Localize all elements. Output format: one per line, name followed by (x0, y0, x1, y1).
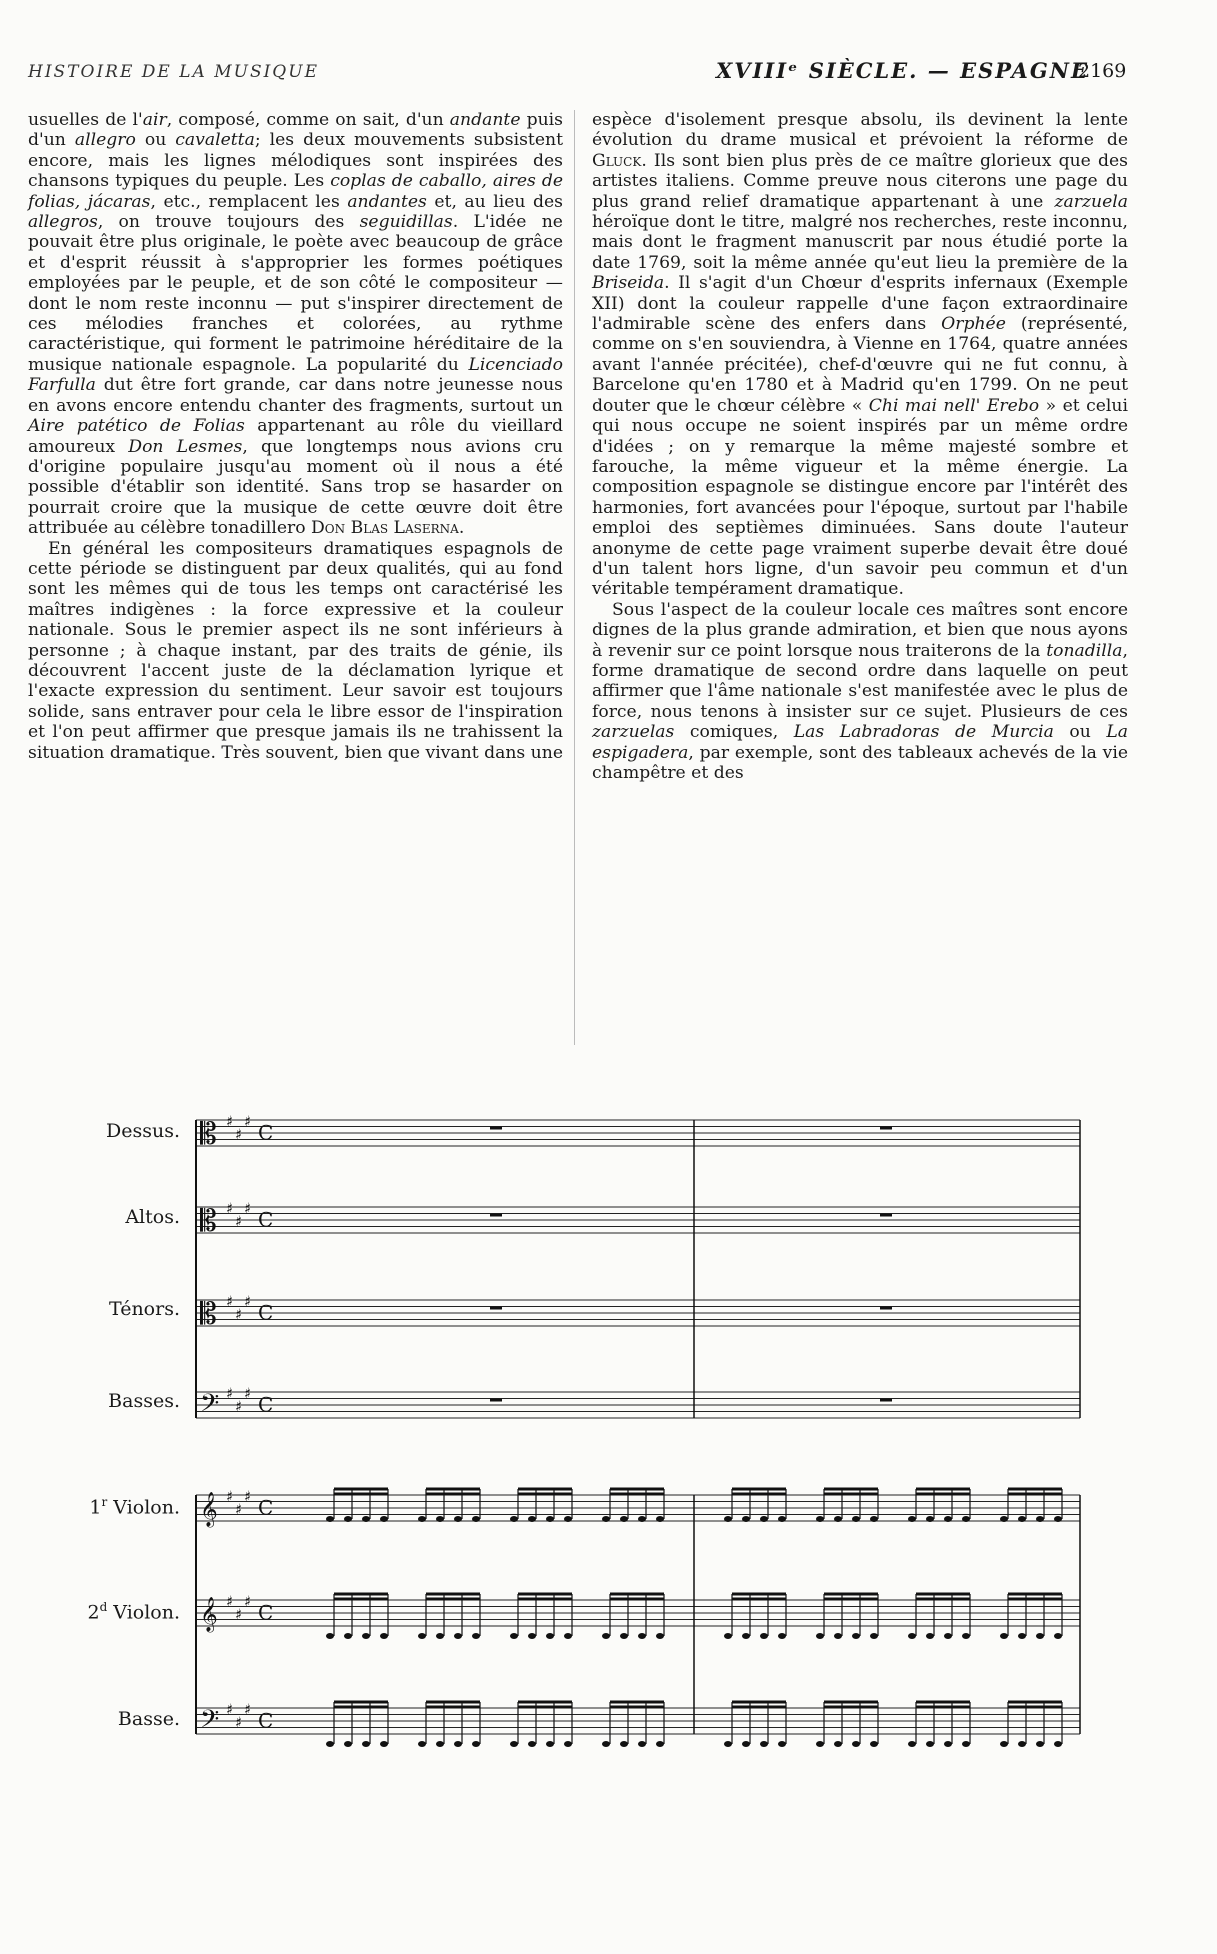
running-header (28, 58, 1128, 88)
note-head (362, 1516, 370, 1522)
time-signature: C (258, 1300, 274, 1325)
note-head (326, 1516, 334, 1522)
note-head (380, 1516, 388, 1522)
note-head (564, 1633, 572, 1639)
note-head (510, 1633, 518, 1639)
note-head (362, 1741, 370, 1747)
note-head (1018, 1516, 1026, 1522)
sharp-sign: ♯ (226, 1592, 234, 1611)
sharp-sign: ♯ (235, 1212, 243, 1231)
note-head (778, 1633, 786, 1639)
note-head (510, 1516, 518, 1522)
note-head (602, 1741, 610, 1747)
note-head (418, 1633, 426, 1639)
rest-mark (880, 1214, 892, 1217)
note-head (344, 1741, 352, 1747)
right-column (592, 110, 1128, 783)
clef: 𝄡 (200, 1297, 217, 1332)
note-head (472, 1633, 480, 1639)
note-head (852, 1516, 860, 1522)
part-label-violon-2: 2$^d$ Violon. (87, 1600, 180, 1624)
clef: 𝄡 (200, 1204, 217, 1239)
note-head (546, 1516, 554, 1522)
note-head (908, 1516, 916, 1522)
note-head (656, 1516, 664, 1522)
note-head (1018, 1633, 1026, 1639)
note-head (1054, 1633, 1062, 1639)
note-head (602, 1633, 610, 1639)
note-head (834, 1741, 842, 1747)
sharp-sign: ♯ (226, 1700, 234, 1719)
note-head (656, 1741, 664, 1747)
clef: 𝄞 (200, 1597, 218, 1632)
note-head (638, 1741, 646, 1747)
right-paragraph-2: Sous l'aspect de la couleur locale ces maîtres sont encore dignes de la plus grande admiration, et bien que nous ayons à revenir sur ce point lorsque nous traiterons de la tonadilla, forme dramatique de second ordre dans laquelle on peut affirmer que l'âme nationale s'est manifestée avec le plus de force, nous tenons à insister sur ce sujet. Plusieurs de ces zarzuelas comiques, Las Labradoras de Murcia ou La espigadera, par exemple, sont des tableaux achevés de la vie champêtre et des (592, 599, 1128, 783)
note-head (528, 1741, 536, 1747)
clef: 𝄞 (200, 1492, 218, 1527)
note-head (380, 1741, 388, 1747)
note-head (1000, 1741, 1008, 1747)
note-head (620, 1741, 628, 1747)
note-head (510, 1741, 518, 1747)
note-head (962, 1633, 970, 1639)
sharp-sign: ♯ (226, 1112, 234, 1131)
note-head (1054, 1741, 1062, 1747)
clef: 𝄡 (200, 1117, 217, 1152)
note-head (454, 1516, 462, 1522)
part-label-tenors: Ténors. (109, 1298, 180, 1320)
left-paragraph-2: En général les compositeurs dramatiques espagnols de cette période se distinguent par deux qualités, qui au fond sont les mêmes qui de tous les temps ont caractérisé les maîtres indigènes : la force expressive et la couleur nationale. Sous le premier aspect ils ne sont inférieurs à personne ; à chaque instant, par des traits de génie, ils découvrent l'accent juste de la déclamation lyrique et l'exacte expression du sentiment. Leur savoir est toujours solide, sans entraver pour cela le libre essor de l'inspiration et l'on peut affirmer que presque jamais ils ne trahissent la situation dramatique. Très souvent, bien que vivant dans une (28, 538, 563, 763)
sharp-sign: ♯ (244, 1112, 252, 1131)
note-head (620, 1633, 628, 1639)
note-head (742, 1633, 750, 1639)
note-head (834, 1633, 842, 1639)
left-paragraph-1: usuelles de l'air, composé, comme on sait, d'un andante puis d'un allegro ou cavaletta; les deux mouvements subsistent encore, mais les lignes mélodiques sont inspirées des chansons typiques du peuple. Les coplas de caballo, aires de folias, jácaras, etc., remplacent les andantes et, au lieu des allegros, on trouve toujours des seguidillas. L'idée ne pouvait être plus originale, le poète avec beaucoup de grâce et d'esprit réussit à s'approprier les formes poétiques employées par le peuple, et de son côté le compositeur — dont le nom reste inconnu — put s'inspirer directement de ces mélodies franches et colorées, au rythme caractéristique, qui forment le patrimoine héréditaire de la musique nationale espagnole. La popularité du Licenciado Farfulla dut être fort grande, car dans notre jeunesse nous en avons encore entendu chanter des fragments, surtout un Aire patético de Folias appartenant au rôle du vieillard amoureux Don Lesmes, que longtemps nous avions cru d'origine populaire jusqu'au moment où il nous a été possible d'établir son identité. Sans trop se hasarder on pourrait croire que la musique de cette œuvre doit être attribuée au célèbre tonadillero Don Blas Laserna. (28, 110, 564, 539)
note-head (908, 1633, 916, 1639)
note-head (380, 1633, 388, 1639)
note-head (870, 1633, 878, 1639)
rest-mark (490, 1127, 502, 1130)
note-head (926, 1741, 934, 1747)
note-head (602, 1516, 610, 1522)
sharp-sign: ♯ (244, 1592, 252, 1611)
time-signature: C (258, 1392, 274, 1417)
note-head (656, 1633, 664, 1639)
sharp-sign: ♯ (226, 1292, 234, 1311)
note-head (724, 1516, 732, 1522)
time-signature: C (258, 1600, 274, 1625)
note-head (1000, 1633, 1008, 1639)
header-section-title: XVIIIᵉ SIÈCLE. — ESPAGNE (716, 58, 1089, 83)
sharp-sign: ♯ (235, 1305, 243, 1324)
sharp-sign: ♯ (235, 1397, 243, 1416)
sharp-sign: ♯ (226, 1199, 234, 1218)
note-head (564, 1741, 572, 1747)
note-head (620, 1516, 628, 1522)
note-head (362, 1633, 370, 1639)
part-label-basses: Basses. (108, 1390, 180, 1412)
note-head (436, 1741, 444, 1747)
note-head (546, 1741, 554, 1747)
note-head (564, 1516, 572, 1522)
note-head (436, 1516, 444, 1522)
note-head (528, 1633, 536, 1639)
note-head (816, 1516, 824, 1522)
note-head (1036, 1516, 1044, 1522)
note-head (852, 1741, 860, 1747)
rest-mark (490, 1214, 502, 1217)
note-head (944, 1516, 952, 1522)
score-staves (0, 1090, 1217, 1780)
sharp-sign: ♯ (226, 1384, 234, 1403)
note-head (724, 1633, 732, 1639)
note-head (908, 1741, 916, 1747)
part-label-basse: Basse. (117, 1708, 180, 1730)
sharp-sign: ♯ (226, 1487, 234, 1506)
sharp-sign: ♯ (244, 1700, 252, 1719)
note-head (638, 1516, 646, 1522)
note-head (944, 1633, 952, 1639)
note-head (760, 1516, 768, 1522)
time-signature: C (258, 1495, 274, 1520)
sharp-sign: ♯ (244, 1292, 252, 1311)
note-head (1036, 1633, 1044, 1639)
sharp-sign: ♯ (244, 1487, 252, 1506)
rest-mark (880, 1399, 892, 1402)
note-head (760, 1633, 768, 1639)
time-signature: C (258, 1120, 274, 1145)
note-head (418, 1516, 426, 1522)
note-head (834, 1516, 842, 1522)
note-head (344, 1633, 352, 1639)
note-head (1000, 1516, 1008, 1522)
note-head (528, 1516, 536, 1522)
note-head (870, 1741, 878, 1747)
note-head (852, 1633, 860, 1639)
note-head (742, 1516, 750, 1522)
note-head (962, 1741, 970, 1747)
note-head (742, 1741, 750, 1747)
note-head (1054, 1516, 1062, 1522)
page-number: 2169 (1078, 60, 1127, 82)
note-head (436, 1633, 444, 1639)
note-head (326, 1741, 334, 1747)
note-head (344, 1516, 352, 1522)
left-column (28, 110, 563, 763)
note-head (870, 1516, 878, 1522)
note-head (962, 1516, 970, 1522)
note-head (1018, 1741, 1026, 1747)
sharp-sign: ♯ (244, 1199, 252, 1218)
note-head (418, 1741, 426, 1747)
note-head (454, 1633, 462, 1639)
rest-mark (880, 1307, 892, 1310)
rest-mark (490, 1307, 502, 1310)
note-head (816, 1741, 824, 1747)
note-head (926, 1633, 934, 1639)
part-label-altos: Altos. (125, 1206, 180, 1228)
bass-clef: 𝄢 (200, 1705, 220, 1740)
note-head (638, 1633, 646, 1639)
note-head (778, 1516, 786, 1522)
note-head (816, 1633, 824, 1639)
note-head (1036, 1741, 1044, 1747)
part-label-violon-1: 1$^r$ Violon. (89, 1495, 180, 1519)
note-head (944, 1741, 952, 1747)
note-head (472, 1741, 480, 1747)
time-signature: C (258, 1207, 274, 1232)
note-head (326, 1633, 334, 1639)
note-head (778, 1741, 786, 1747)
note-head (760, 1741, 768, 1747)
sharp-sign: ♯ (244, 1384, 252, 1403)
time-signature: C (258, 1708, 274, 1733)
rest-mark (490, 1399, 502, 1402)
music-score (0, 1090, 1217, 1780)
sharp-sign: ♯ (235, 1125, 243, 1144)
note-head (454, 1741, 462, 1747)
bass-clef: 𝄢 (200, 1389, 220, 1424)
rest-mark (880, 1127, 892, 1130)
sharp-sign: ♯ (235, 1713, 243, 1732)
sharp-sign: ♯ (235, 1605, 243, 1624)
sharp-sign: ♯ (235, 1500, 243, 1519)
note-head (546, 1633, 554, 1639)
note-head (926, 1516, 934, 1522)
right-paragraph-1: espèce d'isolement presque absolu, ils devinent la lente évolution du drame musical et prévoient la réforme de Gluck. Ils sont bien plus près de ce maître glorieux que des artistes italiens. Comme preuve nous citerons une page du plus grand relief dramatique appartenant à une zarzuela héroïque dont le titre, malgré nos recherches, reste inconnu, mais dont le fragment manuscrit par nous étudié porte la date 1769, soit la même année qu'eut lieu la première de la Briseida. Il s'agit d'un Chœur d'esprits infernaux (Exemple XII) dont la couleur rappelle d'une façon extraordinaire l'admirable scène des enfers dans Orphée (représenté, comme on s'en souviendra, à Vienne en 1764, quatre années avant l'année précitée), chef-d'œuvre qui ne fut connu, à Barcelone qu'en 1780 et à Madrid qu'en 1799. On ne peut douter que le chœur célèbre « Chi mai nell' Erebo » et celui qui nous occupe ne soient inspirés par un même ordre d'idées ; on y remarque la même majesté sombre et farouche, la même vigueur et la même énergie. La composition espagnole se distingue encore par l'intérêt des harmonies, fort avancées pour l'époque, surtout par l'habile emploi des septièmes diminuées. Sans doute l'auteur anonyme de cette page vraiment superbe devait être doué d'un talent hors ligne, d'un savoir peu commun et d'un véritable tempérament dramatique. (592, 110, 1128, 600)
note-head (724, 1741, 732, 1747)
header-book-title: HISTOIRE DE LA MUSIQUE (28, 62, 319, 82)
part-label-dessus: Dessus. (105, 1120, 180, 1142)
column-divider (574, 110, 575, 1045)
note-head (472, 1516, 480, 1522)
